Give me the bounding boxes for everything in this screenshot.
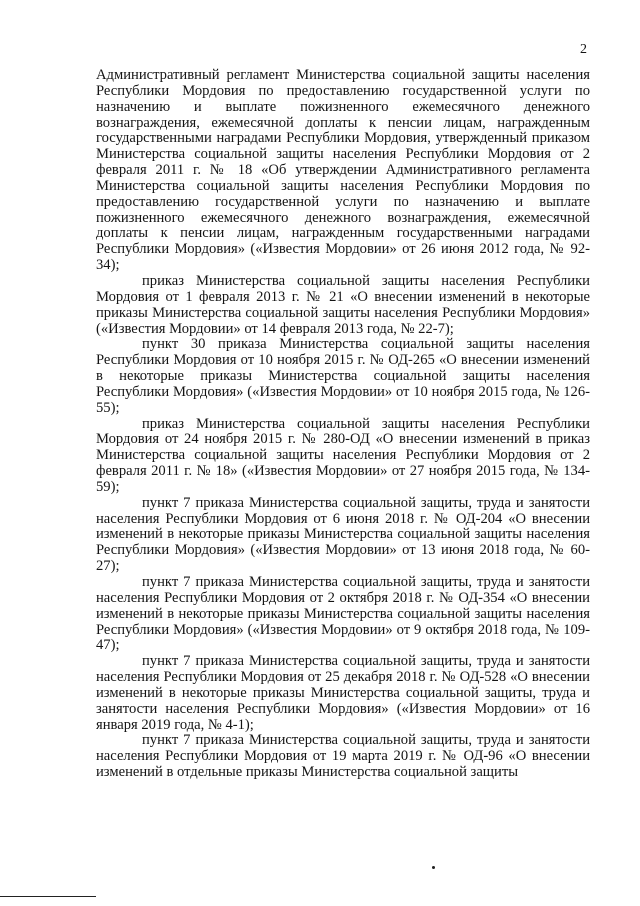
page-number: 2 <box>580 42 587 57</box>
scan-mark <box>432 866 435 869</box>
paragraph-order-2013: приказ Министерства социальной защиты населения Республики Мордовия от 1 февраля 2013 г. № 21 «О внесении изменений в некоторые приказы Министерства социальной защиты населения Республики Мордовия» («Известия Мордовии» от 14 февраля 2013 года, № 22-7); <box>96 272 590 337</box>
paragraph-order-280-od: приказ Министерства социальной защиты населения Республики Мордовия от 24 ноября 2015 г. № 280-ОД «О внесении изменений в приказ Министерства социальной защиты населения Республики Мордовия от 2 февраля 2011 г. № 18» («Известия Мордовии» от 27 ноября 2015 года, № 134-59); <box>96 415 590 495</box>
paragraph-order-od-354: пункт 7 приказа Министерства социальной защиты, труда и занятости населения Республики Мордовия от 2 октября 2018 г. № ОД-354 «О внесении изменений в некоторые приказы Министерства социальной защиты населения Республики Мордовия» («Известия Мордовии» от 9 октября 2018 года, № 109-47); <box>96 574 590 654</box>
paragraph-order-od-265: пункт 30 приказа Министерства социальной защиты населения Республики Мордовия от 10 ноября 2015 г. № ОД-265 «О внесении изменений в некоторые приказы Министерства социальной защиты населения Республики Мордовия» («Известия Мордовии» от 10 ноября 2015 года, № 126-55); <box>96 336 590 416</box>
paragraph-order-od-204: пункт 7 приказа Министерства социальной защиты, труда и занятости населения Республики Мордовия от 6 июня 2018 г. № ОД-204 «О внесении изменений в некоторые приказы Министерства социальной защиты населения Республики Мордовия» («Известия Мордовии» от 13 июня 2018 года, № 60-27); <box>96 494 590 575</box>
footer-rule <box>0 896 96 897</box>
paragraph-regulation: Административный регламент Министерства социальной защиты населения Республики Мордовия по предоставлению государственной услуги по назначению и выплате пожизненного ежемесячного денежного вознаграждения, ежемесячной доплаты к пенсии лицам, награжденным государственными наградами Республики Мордовия, утвержденный приказом Министерства социальной защиты населения Республики Мордовия от 2 февраля 2011 г. № 18 «Об утверждении Административного регламента Министерства социальной защиты населения Республики Мордовия по предоставлению государственной услуги по назначению и выплате пожизненного ежемесячного денежного вознаграждения, ежемесячной доплаты к пенсии лицам, награжденным государственными наградами Республики Мордовия» («Известия Мордовии» от 26 июня 2012 года, № 92-34); <box>96 67 590 274</box>
paragraph-order-od-96: пункт 7 приказа Министерства социальной защиты, труда и занятости населения Республики Мордовия от 19 марта 2019 г. № ОД-96 «О внесении изменений в отдельные приказы Министерства социальной защиты <box>96 732 590 781</box>
document-body <box>96 68 590 781</box>
paragraph-order-od-528: пункт 7 приказа Министерства социальной защиты, труда и занятости населения Республики Мордовия от 25 декабря 2018 г. № ОД-528 «О внесении изменений в некоторые приказы Министерства социальной защиты, труда и занятости населения Республики Мордовия» («Известия Мордовии» от 16 января 2019 года, № 4-1); <box>96 653 590 733</box>
